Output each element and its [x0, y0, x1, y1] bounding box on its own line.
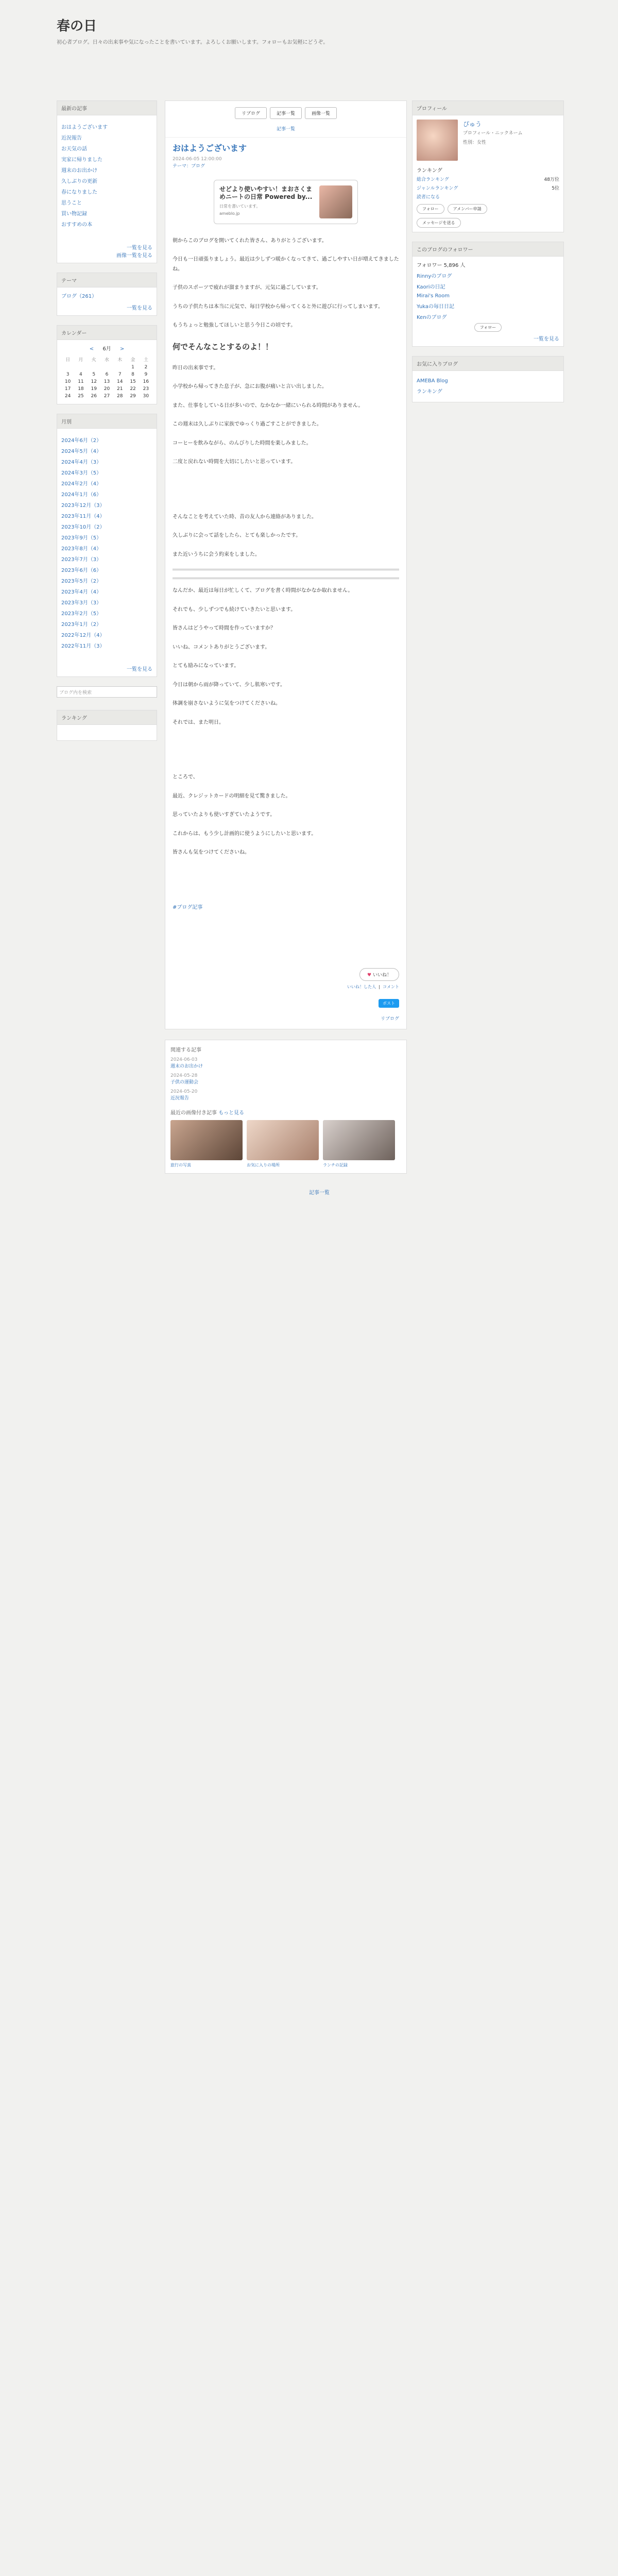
calendar-month: 6月 — [102, 346, 111, 352]
calendar-day[interactable]: 9 — [144, 372, 148, 377]
weekday-label: 木 — [117, 358, 123, 363]
calendar-day[interactable]: 15 — [130, 379, 136, 384]
follower-link[interactable]: Yukaの毎日日記 — [417, 304, 455, 310]
blog-description: 初心者ブログ。日々の出来事や気になったことを書いています。よろしくお願いします。フォローもお気軽にどうぞ。 — [57, 40, 329, 45]
article-list-button[interactable]: 記事一覧 — [270, 107, 302, 119]
archive-month-link[interactable]: 2023年2月（5） — [61, 611, 102, 617]
emphasis-line: 何でそんなことするのよ！！ — [173, 342, 273, 351]
right-sidebar — [412, 100, 564, 412]
calendar-table — [61, 355, 152, 400]
profile-info: プロフィール・ニックネーム — [463, 131, 523, 136]
paragraph: 朝からこのブログを開いてくれた皆さん、ありがとうございます。 — [173, 238, 327, 244]
paragraph: そんなことを考えていた時、昔の友人から連絡がありました。 — [173, 514, 317, 520]
weekday-label: 月 — [78, 358, 83, 363]
calendar-day[interactable]: 10 — [64, 379, 71, 384]
card-subtitle: 日常を書いています。 — [219, 204, 261, 209]
blog-search-input[interactable]: ブログ内を検索 — [57, 686, 157, 698]
archive-month-link[interactable]: 2024年6月（2） — [61, 438, 102, 444]
like-button[interactable] — [359, 968, 399, 981]
calendar-day[interactable]: 25 — [78, 394, 84, 399]
recent-list — [57, 115, 157, 235]
popular-title-text: お気に入りの場所 — [247, 1163, 280, 1168]
card-title: せどより使いやすい！まおさくまめニートの日常 Powered by... — [219, 185, 313, 201]
followers-more-link[interactable]: 一覧を見る — [534, 336, 559, 342]
entry-body — [165, 233, 406, 925]
popular-more-link[interactable]: もっと見る — [218, 1110, 245, 1116]
related-item[interactable] — [170, 1057, 401, 1069]
calendar-day[interactable]: 22 — [130, 386, 136, 392]
calendar-day[interactable]: 27 — [104, 394, 110, 399]
paragraph: 皆さんも気をつけてくださいね。 — [173, 850, 250, 856]
paragraph: コーヒーを飲みながら、のんびりした時間を楽しみました。 — [173, 440, 312, 446]
entry-date: 2024-06-05 12:00:00 — [173, 157, 222, 162]
calendar-day[interactable]: 6 — [105, 372, 109, 377]
reblog-button[interactable]: リブログ — [235, 107, 267, 119]
paragraph: それでも、少しずつでも続けていきたいと思います。 — [173, 606, 296, 613]
paragraph: ところで、 — [173, 774, 198, 781]
image-list-button[interactable]: 画像一覧 — [305, 107, 337, 119]
weekday-label: 日 — [65, 358, 71, 363]
archive-month-link[interactable]: 2024年1月（6） — [61, 492, 102, 498]
calendar-day — [61, 364, 74, 371]
module-title: カレンダー — [57, 326, 157, 340]
article: リブログ 記事一覧 画像一覧 記事一覧 おはようございます 2024-06-05 12:00:00 テーマ：ブログ せどより使いやすい！まおさくまめニートの日常 Powered by... 日常を書いています。 ameblo.jp 朝からこのブログを開いてくれた皆さん、ありがとうございます。 今日も一日頑張りましょう。最近は少しずつ暖かくなってきて、過ごしやすい日が増えてきましたね。 子供のスポーツで疲れが溜まりますが、元気に過ごしています。 うちの子供たちは本当に元気で、毎日学校から帰ってくると外に遊びに行ってしまいます。 もうちょっと勉強してほしいと思う今日この頃です。 何でそんなことするのよ！！ 昨日の出来事です。 小学校から帰ってきた息子が、急にお腹が痛いと言い出しました。 また、仕事をしている日が多いので、なかなか一緒にいられる時間がありません。 この週末は久しぶりに家族でゆっくり過ごすことができました。 コーヒーを飲みながら、のんびりした時間を楽しみました。 二度と戻れない時間を大切にしたいと思っています。 そんなことを考えていた時、昔の友人から連絡がありました。 久しぶりに会って話をしたら、とても楽しかったです。 また近いうちに会う約束をしました。 なんだか、最近は毎日が忙しくて、ブログを書く時間がなかなか取れません。 それでも、少しずつでも続けていきたいと思います。 皆さんはどうやって時間を作っていますか？ いいね、コメントありがとうございます。 とても励みになっています。 今日は朝から雨が降っていて、少し肌寒いです。 体調を崩さないように気をつけてくださいね。 それでは、また明日。 ところで、 最近、クレジットカードの明細を見て驚きました。 思っていたよりも使いすぎていたようです。 これからは、もう少し計画的に使うようにしたいと思います。 皆さんも気をつけてくださいね。 #ブログ記事 ♥ いいね！ いいね！した人 | コメント ポスト リブログ — [165, 100, 407, 1029]
hashtag-link[interactable]: #ブログ記事 — [173, 904, 203, 910]
archive-month-link[interactable]: 2024年5月（4） — [61, 449, 102, 454]
calendar-day[interactable]: 23 — [143, 386, 149, 392]
recent-article-link[interactable]: おはようございます — [61, 125, 108, 130]
recent-article-link[interactable]: 買い物記録 — [61, 211, 87, 217]
profile-name[interactable]: ぴゅう — [463, 121, 482, 128]
follower-link[interactable]: Rinnyのブログ — [417, 274, 452, 279]
theme-module — [57, 273, 157, 316]
calendar-day[interactable]: 28 — [117, 394, 123, 399]
module-title: 月別 — [57, 414, 157, 429]
archive-month-link[interactable]: 2023年1月（2） — [61, 622, 102, 628]
archive-month-link[interactable]: 2023年6月（6） — [61, 568, 102, 573]
calendar-day[interactable]: 20 — [104, 386, 110, 392]
popular-thumbnail — [323, 1120, 395, 1160]
module-title: プロフィール — [413, 101, 563, 115]
popular-card[interactable] — [323, 1120, 395, 1168]
module-title: ランキング — [57, 710, 157, 725]
archive-month-link[interactable]: 2022年11月（3） — [61, 643, 105, 649]
recent-article-link[interactable]: 久しぶりの更新 — [61, 179, 97, 184]
follow-button[interactable]: フォロー — [417, 204, 444, 214]
archive-month-link[interactable]: 2023年4月（4） — [61, 589, 102, 595]
archive-module — [57, 414, 157, 677]
paragraph: また近いうちに会う約束をしました。 — [173, 551, 260, 557]
top-article-list-link[interactable]: 記事一覧 — [276, 127, 295, 132]
related-date: 2024-05-20 — [170, 1089, 198, 1095]
popular-thumbnail — [170, 1120, 243, 1160]
favorite-blog-link[interactable]: ランキング — [417, 389, 442, 395]
paragraph: 昨日の出来事です。 — [173, 365, 219, 371]
rank-total-value: 48万位 — [544, 177, 559, 182]
calendar-day[interactable]: 24 — [64, 394, 71, 399]
calendar-day — [88, 364, 100, 371]
paragraph: また、仕事をしている日が多いので、なかなか一緒にいられる時間がありません。 — [173, 402, 364, 409]
liked-users-link[interactable]: いいね！した人 — [347, 985, 376, 990]
related-item[interactable] — [170, 1089, 401, 1101]
follower-link[interactable]: Mirai's Room — [417, 293, 450, 299]
related-title-link[interactable]: 週末のお出かけ — [170, 1064, 203, 1070]
weekday-label: 土 — [143, 358, 148, 363]
archive-month-link[interactable]: 2023年8月（4） — [61, 546, 102, 552]
comment-link[interactable]: コメント — [383, 985, 399, 990]
calendar-module — [57, 325, 157, 404]
rank-genre-label[interactable]: ジャンルランキング — [417, 186, 458, 191]
follower-link[interactable]: Kaoriの日記 — [417, 284, 445, 290]
calendar-day[interactable]: 21 — [117, 386, 123, 392]
related-date: 2024-05-28 — [170, 1073, 198, 1079]
archive-month-link[interactable]: 2023年9月（5） — [61, 535, 102, 541]
paragraph: これからは、もう少し計画的に使うようにしたいと思います。 — [173, 831, 317, 837]
calendar-day[interactable]: 7 — [118, 372, 122, 377]
profile-module — [412, 100, 564, 232]
rank-total-label[interactable]: 総合ランキング — [417, 177, 449, 182]
calendar-day[interactable]: 14 — [117, 379, 123, 384]
recent-images-link[interactable]: 画像一覧を見る — [116, 253, 152, 259]
recent-article-link[interactable]: 近況報告 — [61, 135, 82, 141]
calendar-day[interactable]: 4 — [79, 372, 82, 377]
module-title: テーマ — [57, 273, 157, 287]
archive-list — [57, 429, 157, 656]
blog-title[interactable]: 春の日 — [57, 19, 97, 34]
calendar-day — [100, 364, 113, 371]
paragraph: うちの子供たちは本当に元気で、毎日学校から帰ってくると外に遊びに行ってしまいます。 — [173, 303, 383, 310]
related-title-link[interactable]: 子供の運動会 — [170, 1080, 199, 1086]
recent-more-link[interactable]: 一覧を見る — [127, 245, 152, 251]
amember-button[interactable]: アメンバー申請 — [448, 204, 487, 214]
calendar-day — [113, 364, 126, 371]
ranking-module — [57, 710, 157, 741]
paragraph: 体調を崩さないように気をつけてくださいね。 — [173, 701, 281, 707]
card-thumbnail — [319, 185, 352, 218]
related-title-link[interactable]: 近況報告 — [170, 1096, 190, 1101]
calendar-day[interactable]: 16 — [143, 379, 149, 384]
follow-button-2[interactable]: フォロー — [474, 323, 502, 332]
paragraph: 二度と戻れない時間を大切にしたいと思っています。 — [173, 459, 296, 465]
share-x-button[interactable]: ポスト — [379, 999, 399, 1008]
archive-month-link[interactable]: 2023年10月（2） — [61, 524, 105, 530]
related-articles-module — [165, 1040, 407, 1174]
weekday-label: 火 — [91, 358, 96, 363]
link-card[interactable] — [214, 180, 358, 224]
popular-title-text: 旅行の写真 — [170, 1163, 191, 1168]
favorite-blogs-module — [412, 356, 564, 402]
favorite-blog-link[interactable]: AMEBA Blog — [417, 378, 448, 384]
calendar-day[interactable]: 2 — [144, 365, 148, 370]
calendar-day[interactable]: 8 — [131, 372, 134, 377]
entry-theme-link[interactable]: テーマ：ブログ — [173, 164, 205, 170]
divider — [173, 569, 399, 570]
calendar-prev-icon[interactable]: < — [89, 346, 94, 352]
popular-card[interactable] — [170, 1120, 243, 1168]
followers-module — [412, 242, 564, 347]
archive-month-link[interactable]: 2024年2月（4） — [61, 481, 102, 487]
calendar-day[interactable]: 13 — [104, 379, 110, 384]
paragraph: 皆さんはどうやって時間を作っていますか？ — [173, 625, 276, 632]
divider — [173, 578, 399, 579]
calendar-day[interactable]: 12 — [91, 379, 97, 384]
related-item[interactable] — [170, 1073, 401, 1085]
calendar-day — [74, 364, 87, 371]
popular-title: 最近の画像付き記事 — [170, 1110, 217, 1116]
module-title: お気に入りブログ — [413, 357, 563, 371]
module-title: このブログのフォロワー — [413, 242, 563, 257]
blog-header — [0, 0, 618, 72]
reader-link[interactable]: 読者になる — [417, 195, 440, 200]
theme-more-link[interactable]: 一覧を見る — [127, 306, 152, 311]
heart-icon: ♥ — [367, 973, 372, 978]
recent-article-link[interactable]: おすすめの本 — [61, 222, 93, 228]
weekday-label: 金 — [130, 358, 135, 363]
archive-month-link[interactable]: 2022年12月（4） — [61, 633, 105, 638]
paragraph: 子供のスポーツで疲れが溜まりますが、元気に過ごしています。 — [173, 285, 321, 291]
paragraph: 今日は朝から雨が降っていて、少し肌寒いです。 — [173, 682, 285, 688]
paragraph: この週末は久しぶりに家族でゆっくり過ごすことができました。 — [173, 421, 322, 428]
follower-link[interactable]: Kenのブログ — [417, 315, 447, 320]
card-url: ameblo.jp — [219, 211, 240, 216]
paragraph: 思っていたよりも使いすぎていたようです。 — [173, 812, 276, 818]
rank-genre-value: 5位 — [552, 186, 559, 191]
paragraph: なんだか、最近は毎日が忙しくて、ブログを書く時間がなかなか取れません。 — [173, 588, 353, 594]
calendar-day[interactable]: 18 — [78, 386, 84, 392]
paragraph: とても励みになっています。 — [173, 663, 239, 669]
paragraph: 最近、クレジットカードの明細を見て驚きました。 — [173, 793, 291, 799]
calendar-day[interactable]: 5 — [92, 372, 96, 377]
recent-article-link[interactable]: お天気の話 — [61, 146, 87, 152]
calendar-day[interactable]: 1 — [131, 365, 134, 370]
ranking-heading: ランキング — [417, 168, 442, 174]
calendar-day[interactable]: 3 — [66, 372, 70, 377]
calendar-day[interactable]: 26 — [91, 394, 97, 399]
archive-month-link[interactable]: 2024年3月（5） — [61, 470, 102, 476]
paragraph: いいね、コメントありがとうございます。 — [173, 644, 270, 650]
bottom-article-list-link[interactable]: 記事一覧 — [309, 1190, 330, 1196]
calendar-day[interactable]: 30 — [143, 394, 149, 399]
popular-title-text: ランチの記録 — [323, 1163, 348, 1168]
popular-card[interactable] — [247, 1120, 319, 1168]
recent-article-link[interactable]: 思うこと — [61, 200, 82, 206]
recent-article-link[interactable]: 春になりました — [61, 190, 97, 195]
paragraph: もうちょっと勉強してほしいと思う今日この頃です。 — [173, 323, 296, 329]
theme-item[interactable]: ブログ（261） — [61, 294, 97, 299]
archive-month-link[interactable]: 2023年7月（3） — [61, 557, 102, 563]
archive-month-link[interactable]: 2023年11月（4） — [61, 514, 105, 519]
recent-article-link[interactable]: 週末のお出かけ — [61, 168, 97, 174]
recent-articles-module — [57, 100, 157, 263]
reblog-link[interactable]: リブログ — [380, 1016, 399, 1022]
archive-month-link[interactable]: 2023年12月（3） — [61, 503, 105, 509]
archive-month-link[interactable]: 2023年5月（2） — [61, 579, 102, 584]
message-button[interactable]: メッセージを送る — [417, 218, 461, 228]
archive-month-link[interactable]: 2024年4月（3） — [61, 460, 102, 465]
follower-count: フォロワー 5,896 人 — [417, 263, 466, 268]
weekday-label: 水 — [104, 358, 109, 363]
popular-thumbnail — [247, 1120, 319, 1160]
calendar-next-icon[interactable]: > — [119, 346, 125, 352]
profile-meta: 性別：女性 — [463, 140, 487, 145]
calendar-day[interactable]: 19 — [91, 386, 97, 392]
paragraph: 今日も一日頑張りましょう。最近は少しずつ暖かくなってきて、過ごしやすい日が増えてきましたね。 — [173, 257, 399, 272]
calendar-day[interactable]: 29 — [130, 394, 136, 399]
related-date: 2024-06-03 — [170, 1057, 198, 1063]
archive-more-link[interactable]: 一覧を見る — [127, 667, 152, 672]
module-title: 最新の記事 — [57, 101, 157, 115]
entry-title[interactable]: おはようございます — [165, 137, 406, 156]
archive-month-link[interactable]: 2023年3月（3） — [61, 600, 102, 606]
paragraph: 久しぶりに会って話をしたら、とても楽しかったです。 — [173, 533, 301, 539]
calendar-day[interactable]: 11 — [78, 379, 84, 384]
calendar-day[interactable]: 17 — [64, 386, 71, 392]
recent-article-link[interactable]: 実家に帰りました — [61, 157, 102, 163]
paragraph: それでは、また明日。 — [173, 719, 224, 725]
left-sidebar — [57, 100, 157, 750]
like-label: いいね！ — [372, 973, 391, 978]
avatar[interactable] — [417, 120, 458, 161]
paragraph: 小学校から帰ってきた息子が、急にお腹が痛いと言い出しました。 — [173, 384, 327, 390]
related-title: 関連する記事 — [170, 1047, 201, 1054]
